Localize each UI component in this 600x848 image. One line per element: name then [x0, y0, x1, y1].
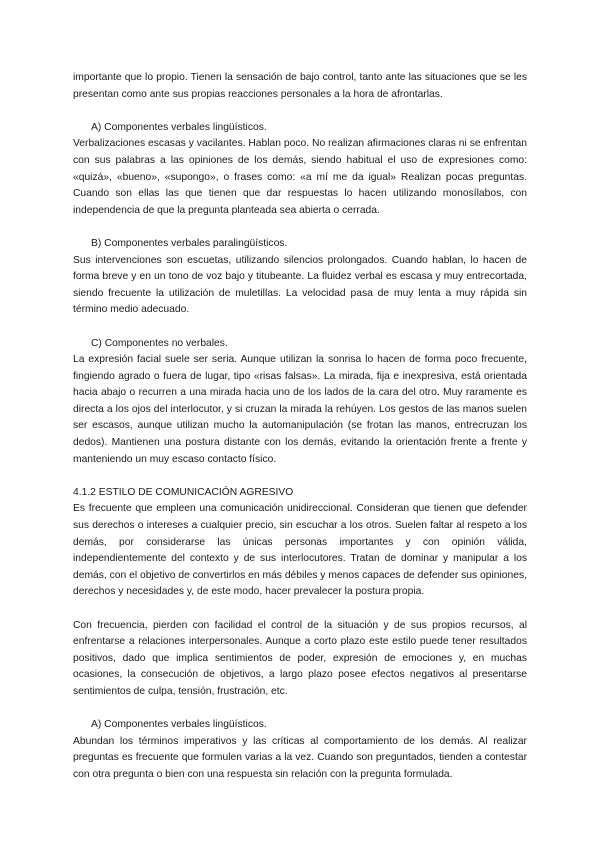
passive-paralinguistic-heading: B) Componentes verbales paralingüísticos. [91, 237, 288, 249]
aggressive-paragraph-1: Es frecuente que empleen una comunicación unidireccional. Consideran que tienen que defender sus derechos o intereses a cualquier precio, sin escuchar a los otros. Suelen faltar al respeto a los demás, por considerarse las únicas personas importantes y con opinión válida, independientemente del contexto y de sus interlocutores. Tratan de dominar y manipular a los demás, con el objetivo de convertirlos en más débiles y menos capaces de defender sus opiniones, derechos y necesidades y, de este modo, hacer prevalecer la postura propia. [73, 503, 527, 598]
section-title: 4.1.2 ESTILO DE COMUNICACIÓN AGRESIVO [73, 486, 294, 498]
intro-paragraph: importante que lo propio. Tienen la sensación de bajo control, tanto ante las situaciones que se les presentan como ante sus propias reacciones personales a la hora de afrontarlas. [73, 72, 527, 100]
passive-nonverbal-text: La expresión facial suele ser seria. Aunque utilizan la sonrisa lo hacen de forma poco frecuente, fingiendo agrado o fuera de lugar, tipo «risas falsas». La mirada, fija e inexpresiva, está orientada hacia abajo o recurren a una mirada hacia uno de los lados de la cara del otro. Muy raramente es directa a los ojos del interlocutor, y si cruzan la mirada la rehúyen. Los gestos de las manos suelen ser escasos, aunque utilizan mucho la automanipulación (se frotan las manos, entrecruzan los dedos). Mantienen una postura distante con los demás, evitando la orientación frente a frente y manteniendo un muy escaso contacto físico. [73, 354, 527, 465]
passive-nonverbal-heading: C) Componentes no verbales. [91, 337, 228, 349]
passive-linguistic-text: Verbalizaciones escasas y vacilantes. Hablan poco. No realizan afirmaciones claras ni se enfrentan con sus palabras a las opiniones de los demás, siendo habitual el uso de expresiones como: «quizá», «bueno», «supongo», o frases como: «a mí me da igual» Realizan pocas preguntas. Cuando son ellas las que tienen que dar respuestas lo hacen utilizando monosílabos, con independencia de que la pregunta planteada sea abierta o cerrada. [73, 138, 527, 216]
passive-paralinguistic-text: Sus intervenciones son escuetas, utilizando silencios prolongados. Cuando hablan, lo hacen de forma breve y en un tono de voz bajo y titubeante. La fluidez verbal es escasa y muy entrecortada, siendo frecuente la utilización de muletillas. La velocidad pasa de muy lenta a muy rápida sin término medio adecuado. [73, 254, 527, 316]
passive-linguistic-heading: A) Componentes verbales lingüísticos. [91, 121, 267, 133]
aggressive-paragraph-2: Con frecuencia, pierden con facilidad el control de la situación y de sus propios recursos, al enfrentarse a relaciones interpersonales. Aunque a corto plazo este estilo puede tener resultados positivos, dado que implica sentimientos de poder, expresión de emociones y, en muchas ocasiones, la consecución de objetivos, a largo plazo posee efectos negativos al presentarse sentimientos de culpa, tensión, frustración, etc. [73, 619, 527, 697]
aggressive-linguistic-heading: A) Componentes verbales lingüísticos. [91, 719, 267, 731]
document-page [73, 70, 527, 784]
aggressive-linguistic-text: Abundan los términos imperativos y las críticas al comportamiento de los demás. Al realizar preguntas es frecuente que formulen varias a la vez. Cuando son preguntados, tienden a contestar con otra pregunta o bien con una respuesta sin relación con la pregunta formulada. [73, 735, 527, 780]
